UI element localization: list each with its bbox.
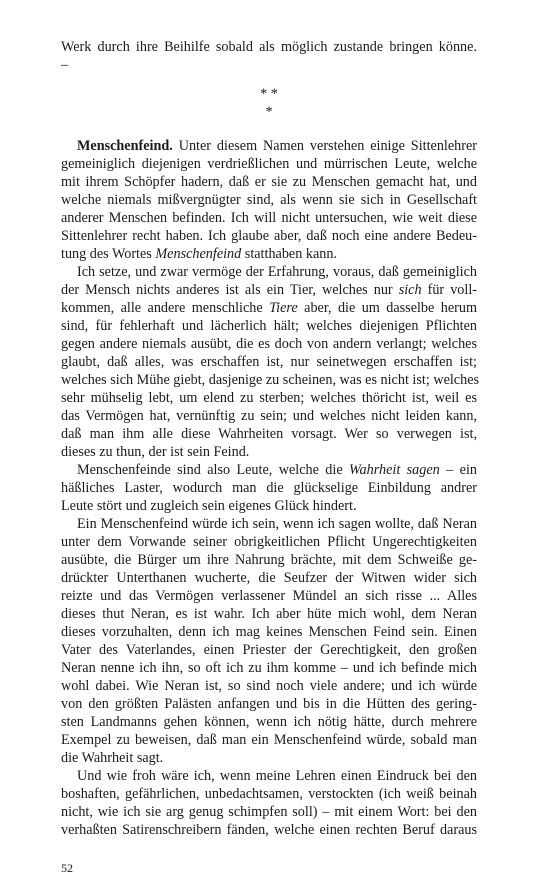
text-line bbox=[61, 767, 477, 785]
text-run: drückter Unterthanen wucherte, die Seufzer der Witwen wider sich bbox=[61, 570, 477, 586]
text-line bbox=[61, 317, 477, 335]
italic-term: Tiere bbox=[269, 300, 298, 316]
text-run: die Wahrheit sagt. bbox=[61, 750, 164, 766]
text-run: Und wie froh wäre ich, wenn meine Lehren einen Eindruck bei den bbox=[77, 768, 477, 784]
text-line bbox=[61, 281, 477, 299]
text-run: welche niemals mißvergnügter sind, als wenn sie sich in Gesellschaft bbox=[61, 192, 477, 208]
text-run: wohl dabei. Wie Neran ist, so sind noch viele andere; und ich würde bbox=[61, 678, 477, 694]
text-line bbox=[61, 587, 477, 605]
text-run: daß man ihm alle diese Wahrheiten vorsagt. Wer so verwegen ist, bbox=[61, 426, 477, 442]
text-run: häßliches Laster, wodurch man die glückselige Einbildung andrer bbox=[61, 480, 477, 496]
text-line bbox=[61, 137, 477, 155]
text-run: Sittenlehrer recht haben. Ich glaube aber, daß noch eine andere Bedeu- bbox=[61, 228, 477, 244]
text-run: sten Landmanns gehen können, wenn ich nötig hätte, durch mehrere bbox=[61, 714, 477, 730]
text-line bbox=[61, 803, 477, 821]
text-line bbox=[61, 821, 477, 839]
text-run: tung des Wortes bbox=[61, 246, 156, 262]
text-line bbox=[61, 335, 477, 353]
text-line bbox=[61, 569, 477, 587]
italic-term: sich bbox=[398, 282, 422, 298]
italic-term: Wahrheit sagen bbox=[349, 462, 440, 478]
text-run: Neran nenne ich ihn, so oft ich zu ihm komme – und ich befinde mich bbox=[61, 660, 477, 676]
text-line bbox=[61, 245, 477, 263]
text-run: gegen andere niemals ausübt, die es doch von andern verlangt; welches bbox=[61, 336, 477, 352]
text-line bbox=[61, 677, 477, 695]
text-line bbox=[61, 443, 477, 461]
text-run: dieses thut Neran, es ist wahr. Ich aber hüte mich wohl, dem Neran bbox=[61, 606, 477, 622]
text-line bbox=[61, 623, 477, 641]
text-line bbox=[61, 389, 477, 407]
text-run: gemeiniglich diejenigen verdrießlichen und mürrischen Leute, welche bbox=[61, 156, 477, 172]
text-run: boshaften, gefährlichen, unbedachtsamen, verstockten (ich weiß beinah bbox=[61, 786, 477, 802]
text-line bbox=[61, 533, 477, 551]
text-run: dieses zu thun, der ist sein Feind. bbox=[61, 444, 250, 460]
text-run: sind, für fehlerhaft und lächerlich hält; welches diejenigen Pflichten bbox=[61, 318, 477, 334]
text-line bbox=[61, 641, 477, 659]
text-run: nicht, wie ich sie arg genug schimpfen soll) – mit einem Wort: bei den bbox=[61, 804, 477, 820]
text-line bbox=[61, 56, 477, 74]
text-line bbox=[61, 425, 477, 443]
text-run: Ich setze, und zwar vermöge der Erfahrung, voraus, daß gemeiniglich bbox=[77, 264, 477, 280]
text-line bbox=[61, 659, 477, 677]
text-run: Unter diesem Namen verstehen einige Sittenlehrer bbox=[172, 138, 477, 154]
text-run: anderer Menschen befinden. Ich will nicht untersuchen, wie weit diese bbox=[61, 210, 477, 226]
text-run: kommen, alle andere menschliche bbox=[61, 300, 270, 316]
text-line bbox=[61, 497, 477, 515]
text-run: welches sich Mühe giebt, dasjenige zu scheinen, was es nicht ist; welches bbox=[61, 372, 480, 388]
text-line bbox=[61, 479, 477, 497]
text-run: mit ihrem Schöpfer hadern, daß er sie zu Menschen gemacht hat, und bbox=[61, 174, 477, 190]
text-line bbox=[61, 785, 477, 803]
text-line bbox=[61, 103, 477, 121]
text-run: ausübte, die Bürger um ihre Nahrung brächte, mit dem Schweiße ge- bbox=[61, 552, 477, 568]
bold-term: Menschenfeind. bbox=[77, 138, 173, 154]
text-run: dieses vorzuhalten, denn ich mag keines Menschen Feind sein. Einen bbox=[61, 624, 477, 640]
text-line bbox=[61, 515, 477, 533]
text-run: Leute stört und zugleich sein eigenes Glück hindert. bbox=[61, 498, 357, 514]
text-run: von den größten Palästen anfangen und bis in die Hütten des gering- bbox=[61, 696, 477, 712]
text-run: das Vermögen hat, vernünftig zu sein; und welches nicht leiden kann, bbox=[61, 408, 477, 424]
text-line bbox=[61, 173, 477, 191]
text-run: Werk durch ihre Beihilfe sobald als möglich zustande bringen könne. bbox=[61, 39, 477, 55]
text-line bbox=[61, 38, 477, 56]
text-run: unter dem Vorwande seiner obrigkeitlichen Pflicht Ungerechtigkeiten bbox=[61, 534, 477, 550]
text-run: reizte und das Vermögen verlassener Mündel an sich risse ... Alles bbox=[61, 588, 477, 604]
text-run: für voll- bbox=[421, 282, 477, 298]
text-run: der Mensch nichts anderes ist als ein Tier, welches nur bbox=[61, 282, 399, 298]
text-run: Menschenfeinde sind also Leute, welche die bbox=[77, 462, 350, 478]
page-number: 52 bbox=[61, 861, 73, 875]
text-line bbox=[61, 263, 477, 281]
text-run: Ein Menschenfeind würde ich sein, wenn ich sagen wollte, daß Neran bbox=[77, 516, 477, 532]
text-line bbox=[61, 85, 477, 103]
text-run: – bbox=[61, 57, 69, 73]
text-run: verhaßten Satirenschreibern fänden, welche einen rechten Beruf daraus bbox=[61, 822, 477, 838]
text-line bbox=[61, 155, 477, 173]
text-run: aber, die um dasselbe herum bbox=[297, 300, 477, 316]
text-line bbox=[61, 551, 477, 569]
text-line bbox=[61, 353, 477, 371]
text-run: – ein bbox=[439, 462, 477, 478]
text-line bbox=[61, 749, 477, 767]
text-line bbox=[61, 731, 477, 749]
text-run: sehr mühselig lebt, um elend zu sterben; welches thöricht ist, weil es bbox=[61, 390, 477, 406]
text-run: glaubt, daß alles, was erschaffen ist, nur seinetwegen erschaffen ist; bbox=[61, 354, 477, 370]
text-line bbox=[61, 461, 477, 479]
text-line bbox=[61, 209, 477, 227]
text-line bbox=[61, 371, 480, 389]
text-line bbox=[61, 605, 477, 623]
text-line bbox=[61, 227, 477, 245]
text-run: * bbox=[265, 104, 273, 120]
text-run: Exempel zu beweisen, daß man ein Menschenfeind würde, sobald man bbox=[61, 732, 477, 748]
text-line bbox=[61, 299, 477, 317]
text-line bbox=[61, 695, 477, 713]
text-line bbox=[61, 713, 477, 731]
text-run: Vater des Vaterlandes, einen Priester der Gerechtigkeit, den großen bbox=[61, 642, 477, 658]
text-run: * * bbox=[260, 86, 278, 102]
text-line bbox=[61, 191, 477, 209]
text-run: statthaben kann. bbox=[241, 246, 337, 262]
italic-term: Menschenfeind bbox=[155, 246, 242, 262]
page bbox=[61, 0, 480, 880]
text-line bbox=[61, 407, 477, 425]
